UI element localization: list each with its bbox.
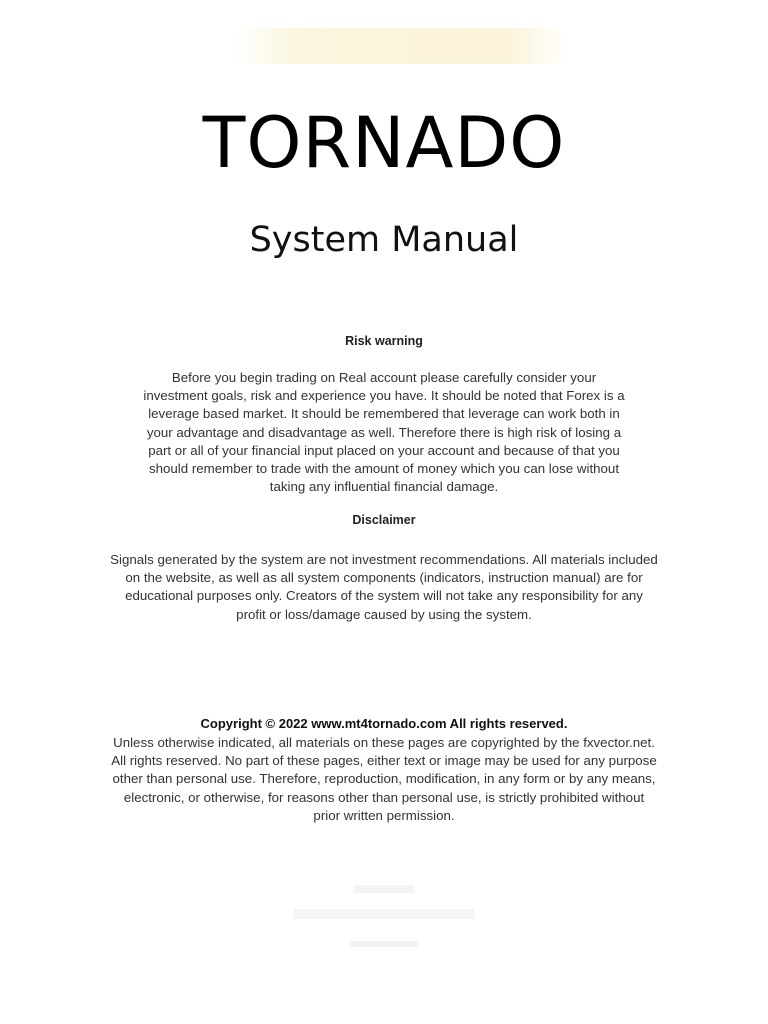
copyright-line: Unless otherwise indicated, all materials on these pages are copyrighted by the fxvector.net. (113, 735, 655, 750)
risk-warning-line: investment goals, risk and experience you have. It should be noted that Forex is a (143, 388, 625, 404)
risk-warning-line: should remember to trade with the amount of money which you can lose without (148, 461, 620, 477)
faded-footer-mark (0, 934, 768, 952)
risk-warning-text (80, 369, 688, 496)
disclaimer-text (40, 551, 728, 624)
copyright-line: All rights reserved. No part of these pages, either text or image may be used for any purpose (111, 753, 657, 769)
faded-footer-mark (0, 880, 768, 898)
risk-warning-line: taking any influential financial damage. (269, 479, 499, 495)
faded-header-logo (230, 28, 570, 64)
copyright-heading: Copyright © 2022 www.mt4tornado.com All rights reserved. (200, 716, 568, 731)
disclaimer-heading: Disclaimer (352, 513, 416, 527)
risk-warning-heading: Risk warning (345, 334, 423, 348)
copyright-text (40, 734, 728, 825)
disclaimer-line: profit or loss/damage caused by using the system. (236, 606, 532, 622)
copyright-line: prior written permission. (313, 807, 455, 823)
disclaimer-line: on the website, as well as all system components (indicators, instruction manual) are for (125, 570, 643, 586)
document-subtitle: System Manual (249, 220, 519, 260)
risk-warning-line: Before you begin trading on Real account please carefully consider your (171, 370, 597, 385)
risk-warning-line: leverage based market. It should be remembered that leverage can work both in (148, 406, 620, 422)
copyright-line: electronic, or otherwise, for reasons other than personal use, is strictly prohibited without (123, 789, 645, 805)
risk-warning-line: your advantage and disadvantage as well. Therefore there is high risk of losing a (146, 424, 622, 440)
document-title: TORNADO (202, 102, 566, 184)
faded-footer-mark (0, 906, 768, 924)
disclaimer-line: educational purposes only. Creators of the system will not take any responsibility for any (125, 588, 643, 604)
risk-warning-line: part or all of your financial input placed on your account and because of that you (148, 442, 620, 458)
copyright-line: other than personal use. Therefore, reproduction, modification, in any form or by any means, (112, 771, 656, 787)
disclaimer-line: Signals generated by the system are not investment recommendations. All materials included (110, 552, 658, 567)
